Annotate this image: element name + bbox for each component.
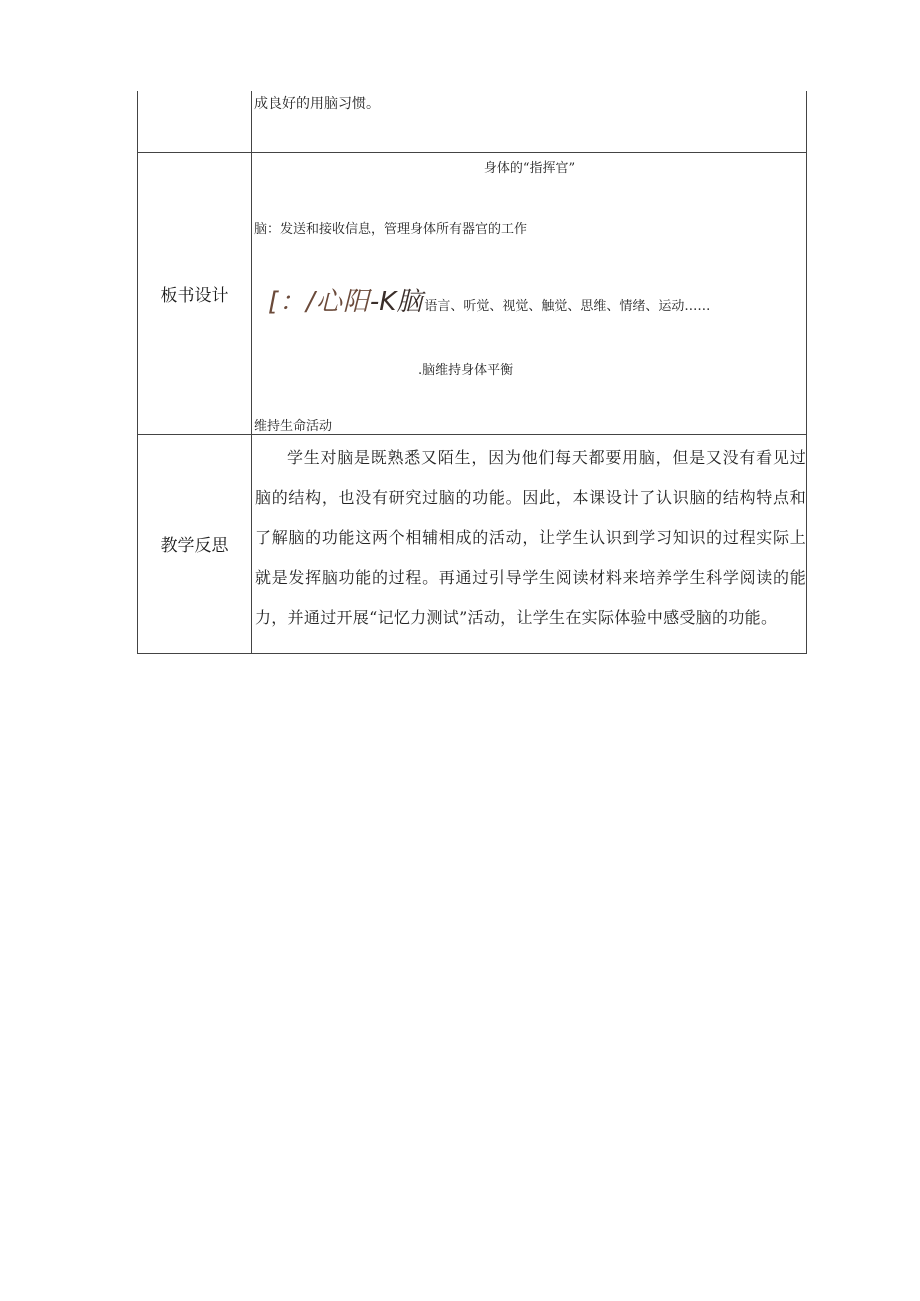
board-design-cell bbox=[252, 152, 807, 434]
empty-label-cell bbox=[138, 91, 252, 152]
board-design-label: 板书设计 bbox=[138, 152, 252, 434]
board-line-balance: .脑维持身体平衡 bbox=[418, 362, 514, 378]
reflection-text: 学生对脑是既熟悉又陌生，因为他们每天都要用脑，但是又没有看见过脑的结构，也没有研究过脑的功能。因此，本课设计了认识脑的结构特点和了解脑的功能这两个相辅相成的活动，让学生认识到学习知识的过程实际上就是发挥脑功能的过程。再通过引导学生阅读材料来培养学生科学阅读的能力，并通过开展“记忆力测试”活动，让学生在实际体验中感受脑的功能。 bbox=[255, 447, 806, 627]
board-design-content bbox=[252, 153, 806, 434]
handwritten-brain: -K脑 bbox=[369, 286, 423, 317]
board-line-functions bbox=[268, 281, 710, 318]
habit-text: 成良好的用脑习惯。 bbox=[254, 96, 380, 112]
reflection-cell bbox=[252, 434, 807, 653]
board-line-life: 维持生命活动 bbox=[254, 418, 333, 434]
table-row bbox=[138, 91, 807, 152]
lesson-plan-table bbox=[137, 91, 807, 654]
content-cell bbox=[252, 91, 807, 152]
table-row bbox=[138, 434, 807, 653]
handwritten-text: [：/心阳 bbox=[268, 286, 370, 317]
reflection-label: 教学反思 bbox=[138, 434, 252, 653]
board-line-brain-info: 脑：发送和接收信息，管理身体所有器官的工作 bbox=[254, 221, 528, 237]
function-list: 语言、听觉、视觉、触觉、思维、情绪、运动…… bbox=[424, 298, 711, 314]
table-row bbox=[138, 152, 807, 434]
board-title: 身体的“指挥官” bbox=[483, 160, 576, 176]
